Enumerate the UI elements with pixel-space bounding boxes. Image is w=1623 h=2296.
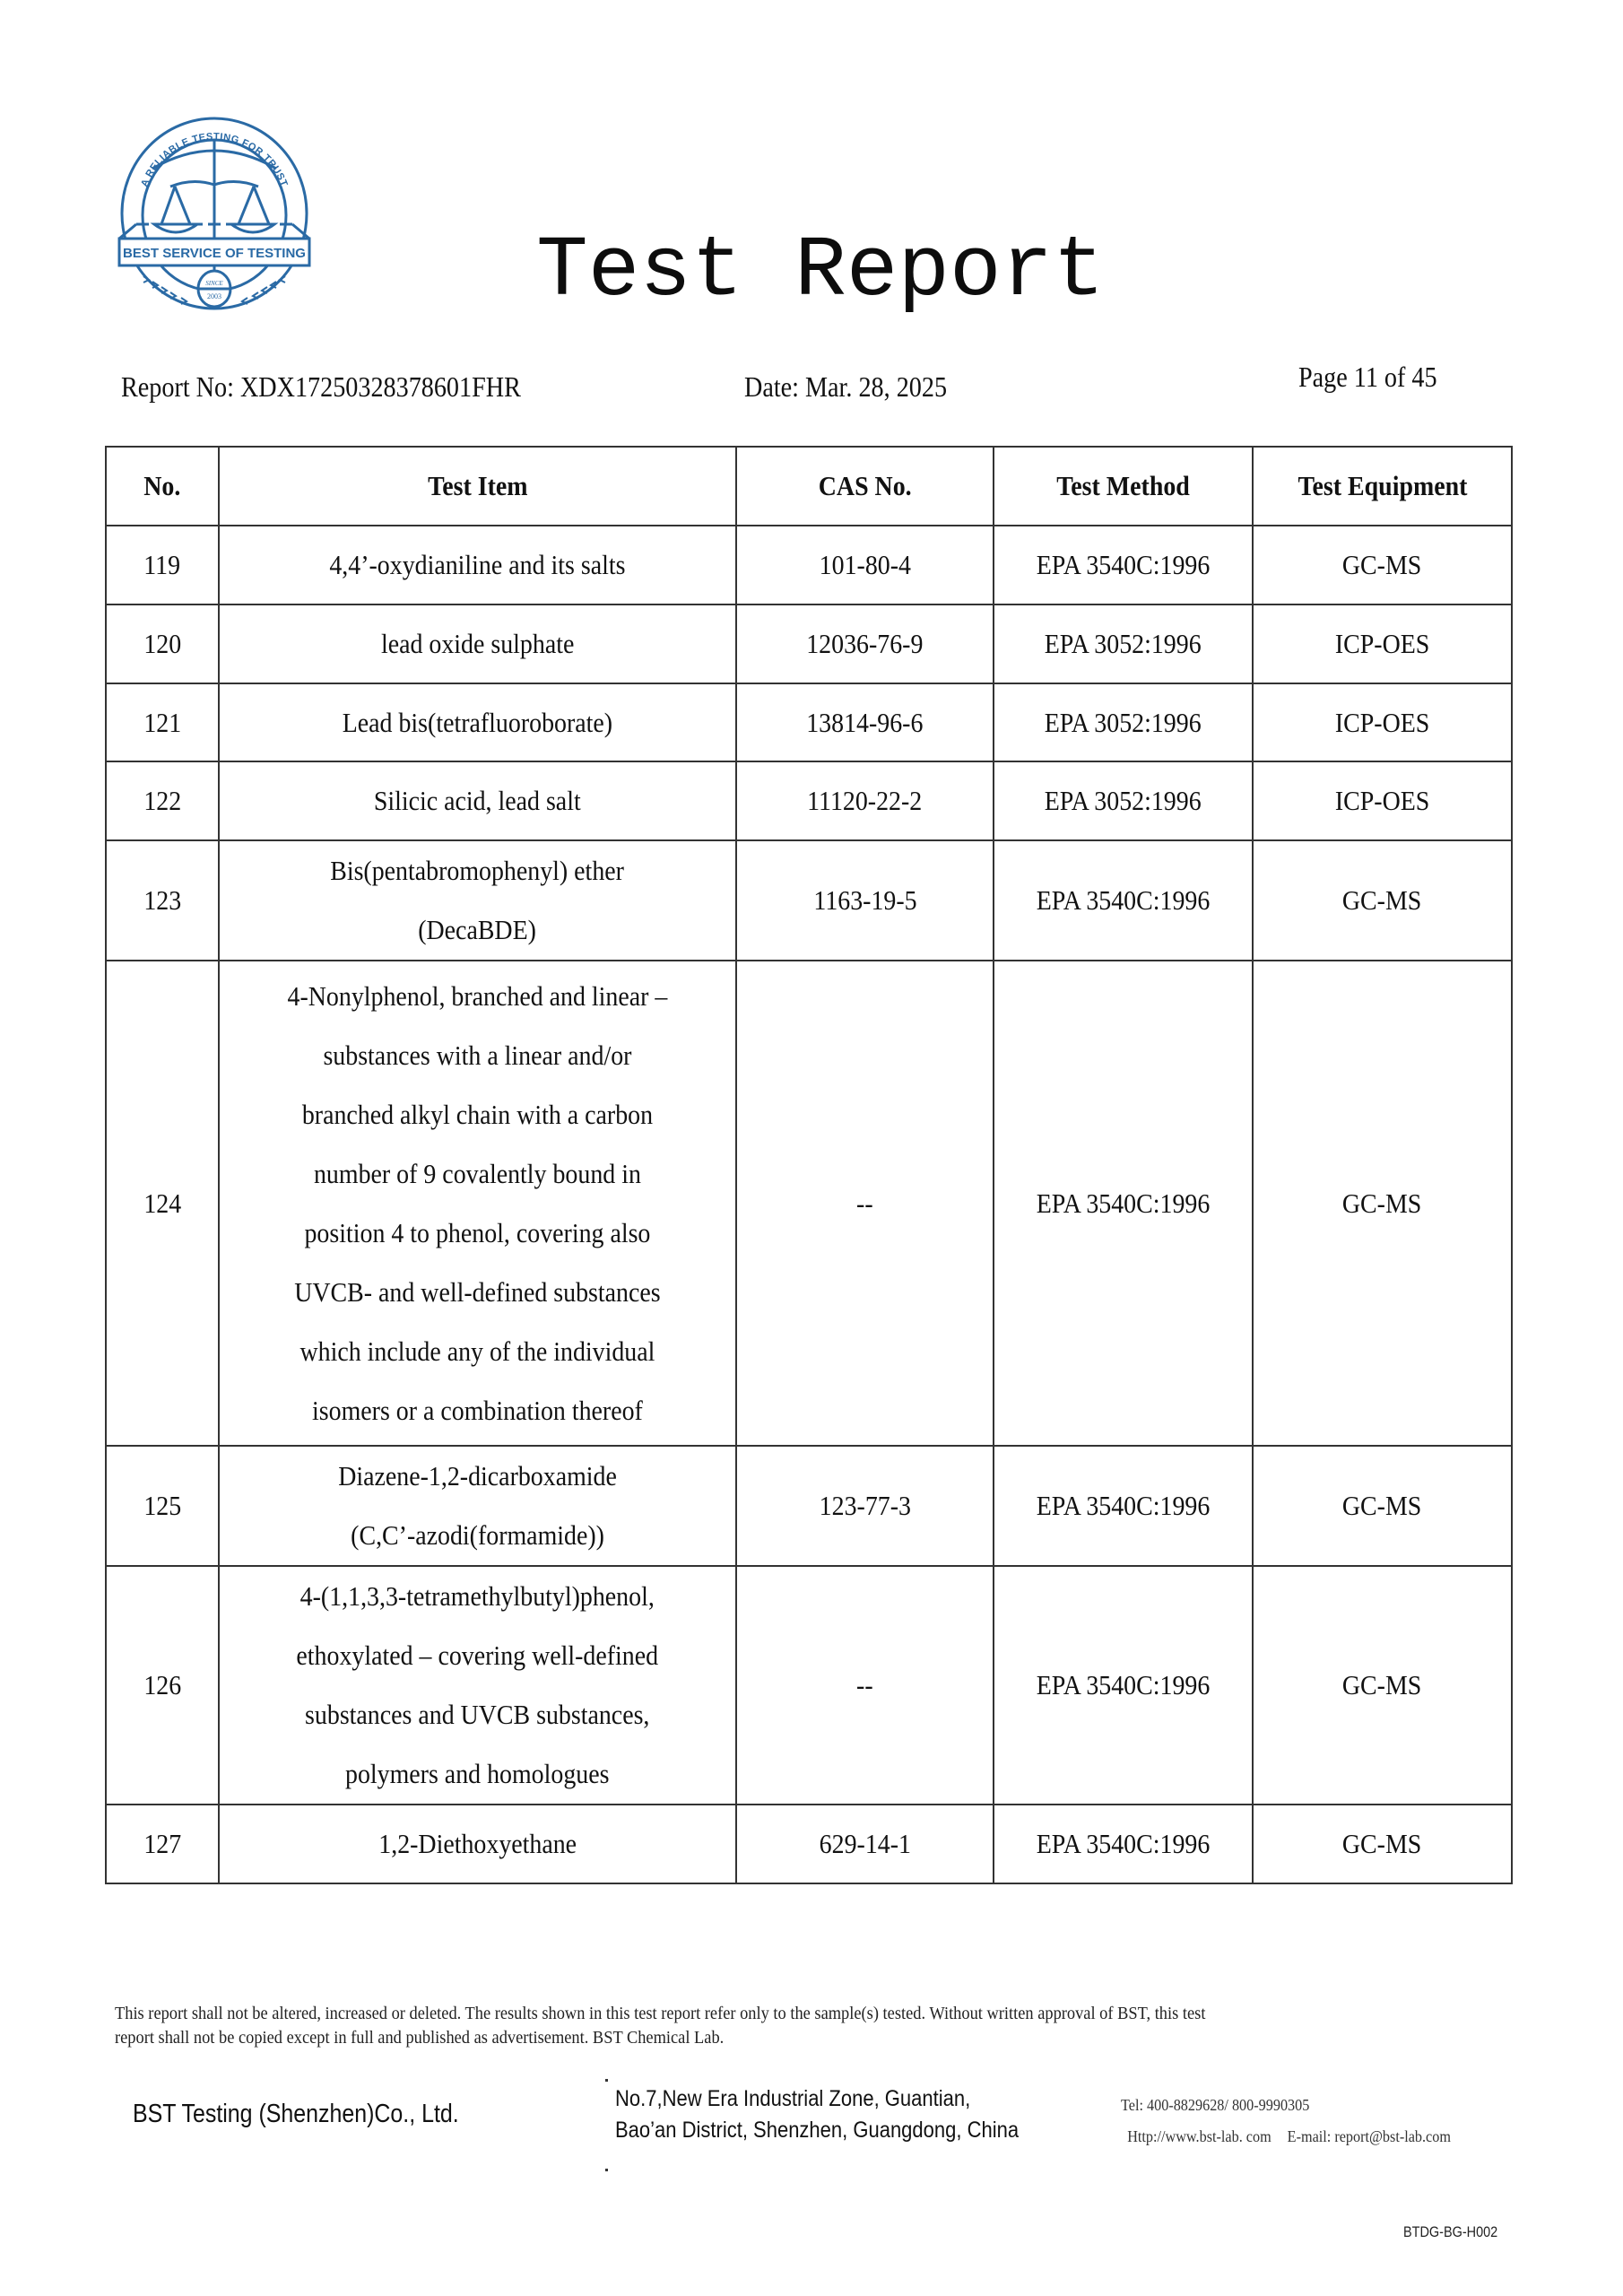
cell-test-equipment: GC-MS (1253, 1805, 1512, 1883)
cell-no: 121 (106, 683, 219, 761)
test-item-line: Bis(pentabromophenyl) ether (330, 855, 625, 886)
cell-test-item (219, 840, 736, 961)
table-row (106, 761, 1512, 840)
test-item-line: substances and UVCB substances, (305, 1699, 650, 1730)
test-item-line: 4,4’-oxydianiline and its salts (329, 549, 626, 580)
table-row (106, 1805, 1512, 1883)
test-item-line: lead oxide sulphate (380, 628, 575, 659)
column-header-test-equipment: Test Equipment (1253, 447, 1512, 526)
test-item-line: (C,C’-azodi(formamide)) (351, 1519, 604, 1551)
cell-cas-no: -- (736, 1566, 994, 1805)
cell-test-item (219, 604, 736, 683)
cell-test-equipment: GC-MS (1253, 1566, 1512, 1805)
cell-cas-no: 101-80-4 (736, 526, 994, 604)
cell-test-method: EPA 3052:1996 (994, 761, 1253, 840)
address-line-2: Bao’an District, Shenzhen, Guangdong, China (615, 2118, 1020, 2143)
table-row (106, 961, 1512, 1446)
cell-test-method: EPA 3540C:1996 (994, 840, 1253, 961)
table-row (106, 526, 1512, 604)
svg-text:2003: 2003 (207, 292, 221, 300)
cell-no: 124 (106, 961, 219, 1446)
cell-no: 119 (106, 526, 219, 604)
test-item-line: 4-Nonylphenol, branched and linear – (287, 979, 668, 1012)
cell-test-item (219, 1805, 736, 1883)
cell-test-method: EPA 3540C:1996 (994, 1446, 1253, 1566)
table-row (106, 1566, 1512, 1805)
test-item-line: 1,2-Diethoxyethane (378, 1828, 577, 1859)
cell-cas-no: 1163-19-5 (736, 840, 994, 961)
test-item-line: Lead bis(tetrafluoroborate) (342, 706, 613, 738)
cell-test-method: EPA 3052:1996 (994, 604, 1253, 683)
cell-no: 123 (106, 840, 219, 961)
svg-text:BEST SERVICE OF TESTING: BEST SERVICE OF TESTING (123, 246, 306, 261)
cell-cas-no: 11120-22-2 (736, 761, 994, 840)
cell-cas-no: -- (736, 961, 994, 1446)
cell-no: 120 (106, 604, 219, 683)
cell-test-method: EPA 3540C:1996 (994, 1566, 1253, 1805)
email-link[interactable]: E-mail: report@bst-lab.com (1287, 2127, 1451, 2145)
table-row (106, 840, 1512, 961)
cell-cas-no: 629-14-1 (736, 1805, 994, 1883)
test-item-line: Diazene-1,2-dicarboxamide (338, 1460, 617, 1492)
column-header-cas-no: CAS No. (736, 447, 994, 526)
cell-cas-no: 12036-76-9 (736, 604, 994, 683)
cell-test-equipment: ICP-OES (1253, 604, 1512, 683)
cell-test-item (219, 961, 736, 1446)
separator-dot (605, 2079, 608, 2082)
table-header-row (106, 447, 1512, 526)
test-item-line: (DecaBDE) (418, 914, 537, 945)
address-line-1: No.7,New Era Industrial Zone, Guantian, (615, 2086, 971, 2111)
cell-test-item (219, 526, 736, 604)
cell-test-method: EPA 3540C:1996 (994, 526, 1253, 604)
test-item-line: number of 9 covalently bound in (314, 1157, 641, 1189)
table-body (106, 526, 1512, 1883)
report-number: Report No: XDX17250328378601FHR (121, 370, 521, 403)
disclaimer-line-2: report shall not be copied except in full and published as advertisement. BST Chemical Lab. (115, 2028, 725, 2048)
test-item-line: which include any of the individual (299, 1335, 655, 1367)
cell-test-method: EPA 3052:1996 (994, 683, 1253, 761)
form-code: BTDG-BG-H002 (1403, 2223, 1498, 2240)
test-item-line: branched alkyl chain with a carbon (301, 1098, 654, 1130)
cell-cas-no: 123-77-3 (736, 1446, 994, 1566)
cell-test-equipment: GC-MS (1253, 1446, 1512, 1566)
cell-test-method: EPA 3540C:1996 (994, 1805, 1253, 1883)
test-item-line: polymers and homologues (345, 1758, 610, 1789)
test-item-line: position 4 to phenol, covering also (304, 1216, 651, 1248)
test-item-line: isomers or a combination thereof (312, 1394, 643, 1426)
column-header-no: No. (106, 447, 219, 526)
telephone: Tel: 400-8829628/ 800-9990305 (1121, 2096, 1310, 2114)
cell-test-method: EPA 3540C:1996 (994, 961, 1253, 1446)
company-address (615, 2083, 1019, 2146)
table-row (106, 683, 1512, 761)
website-link[interactable]: Http://www.bst-lab. com (1127, 2127, 1271, 2145)
company-name: BST Testing (Shenzhen)Co., Ltd. (133, 2100, 459, 2128)
test-item-line: substances with a linear and/or (323, 1039, 632, 1071)
cell-test-item (219, 1566, 736, 1805)
page-number: Page 11 of 45 (1298, 361, 1437, 393)
test-item-line: UVCB- and well-defined substances (294, 1275, 661, 1308)
cell-test-item (219, 683, 736, 761)
report-date: Date: Mar. 28, 2025 (744, 370, 948, 403)
cell-test-item (219, 761, 736, 840)
test-items-table (105, 446, 1513, 1884)
svg-text:SINCE: SINCE (205, 280, 223, 287)
cell-test-item (219, 1446, 736, 1566)
test-item-line: Silicic acid, lead salt (374, 785, 581, 816)
column-header-test-item: Test Item (219, 447, 736, 526)
cell-test-equipment: ICP-OES (1253, 683, 1512, 761)
cell-cas-no: 13814-96-6 (736, 683, 994, 761)
test-item-line: 4-(1,1,3,3-tetramethylbutyl)phenol, (299, 1580, 655, 1612)
table-row (106, 1446, 1512, 1566)
cell-no: 125 (106, 1446, 219, 1566)
table-row (106, 604, 1512, 683)
test-item-line: ethoxylated – covering well-defined (296, 1639, 659, 1671)
page-title: Test Report (536, 222, 1105, 320)
cell-test-equipment: GC-MS (1253, 840, 1512, 961)
cell-no: 126 (106, 1566, 219, 1805)
column-header-test-method: Test Method (994, 447, 1253, 526)
svg-text:A RELIABLE TESTING FOR TRUST: A RELIABLE TESTING FOR TRUST (139, 131, 290, 189)
disclaimer-line-1: This report shall not be altered, increased or deleted. The results shown in this test report refer only to the sample(s) tested. Without written approval of BST, this test (115, 2004, 1206, 2023)
cell-test-equipment: GC-MS (1253, 961, 1512, 1446)
cell-no: 127 (106, 1805, 219, 1883)
cell-test-equipment: GC-MS (1253, 526, 1512, 604)
disclaimer (115, 2002, 1402, 2050)
separator-dot (605, 2169, 608, 2171)
cell-test-equipment: ICP-OES (1253, 761, 1512, 840)
contact-info (1121, 2090, 1451, 2152)
cell-no: 122 (106, 761, 219, 840)
